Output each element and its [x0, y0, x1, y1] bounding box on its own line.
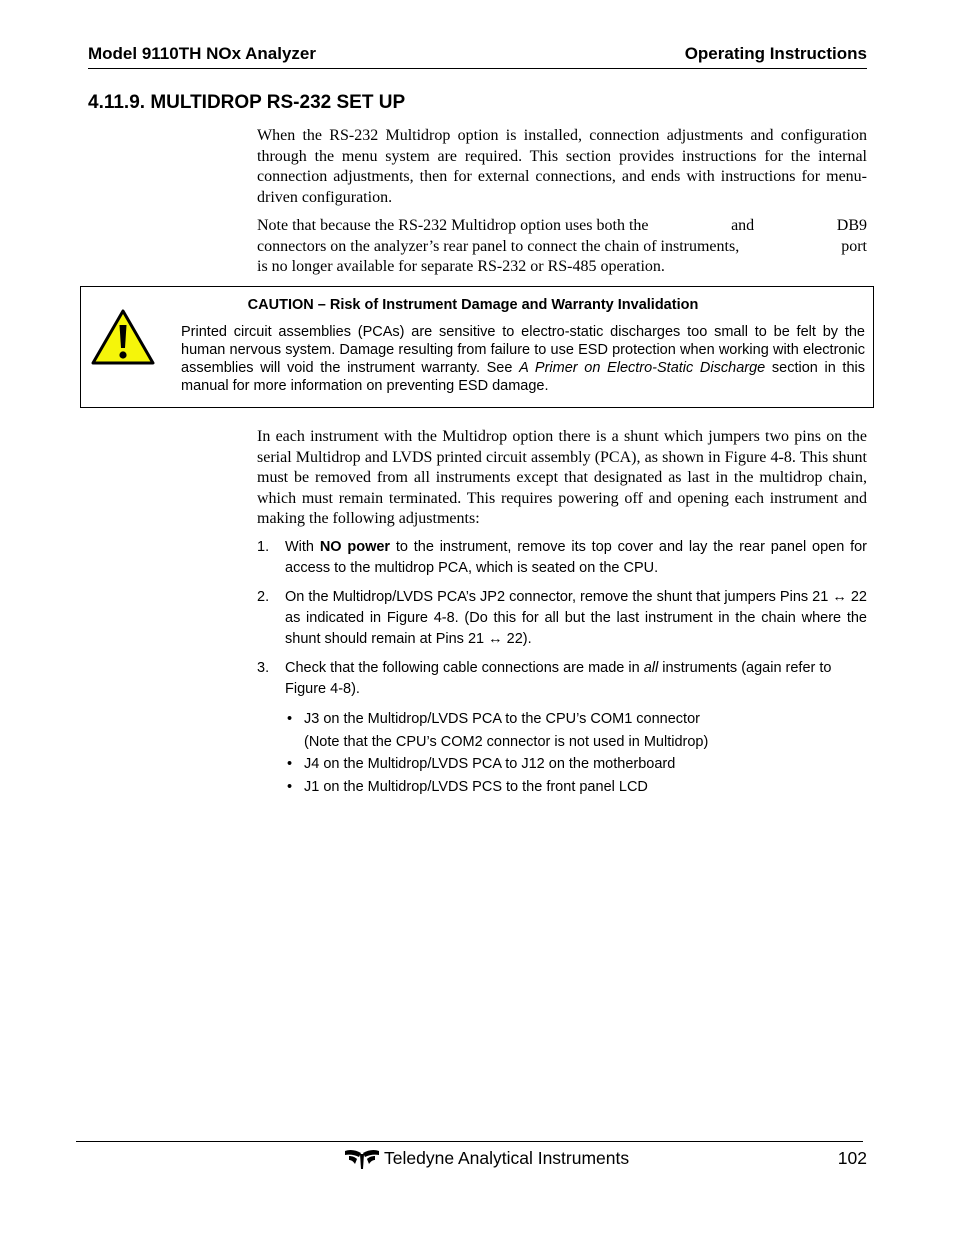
header-model-title: Model 9110TH NOx Analyzer — [88, 44, 317, 63]
list-item — [257, 658, 867, 700]
section-heading: 4.11.9. MULTIDROP RS-232 SET UP — [88, 92, 406, 113]
caution-body-text: Printed circuit assemblies (PCAs) are sensitive to electro-static discharges too small to be felt by the human nervous system. Damage resulting from failure to use ESD protection when working with electronic assemblies will void the instrument warranty. See — [181, 324, 865, 376]
step-text: Check that the following cable connections are made in — [285, 660, 644, 676]
step-text-tail: to the instrument, remove its top cover and lay the rear panel open for access to the multidrop PCA, which is seated on the CPU. — [285, 539, 867, 576]
note-line-2 — [257, 237, 867, 258]
bullet-text: J3 on the Multidrop/LVDS PCA to the CPU’s COM1 connector — [304, 711, 700, 727]
step-text-tail: instruments (again refer to Figure 4-8). — [285, 660, 832, 697]
page-header — [88, 44, 867, 69]
caution-box — [80, 286, 874, 408]
bullet-text: J1 on the Multidrop/LVDS PCS to the front panel LCD — [304, 778, 648, 795]
header-section-title: Operating Instructions — [684, 44, 867, 63]
step-text: On the Multidrop/LVDS PCA’s JP2 connector, remove the shunt that jumpers Pins 21 ↔ 22 as indicated in Figure 4-8. (Do this for all but the last instrument in the chain where the shunt should remain at Pins 21 ↔ 22). — [285, 589, 867, 647]
bullet-marker: • — [287, 756, 293, 772]
step-number: 2. — [257, 589, 270, 605]
note-line-3 — [257, 257, 867, 278]
bullet-marker: • — [287, 778, 293, 795]
teledyne-logo-icon — [344, 1148, 380, 1170]
list-item — [257, 587, 867, 650]
footer-company: Teledyne Analytical Instruments — [384, 1148, 630, 1168]
note-line-2-text: connectors on the analyzer’s rear panel to connect the chain of instruments, — [257, 237, 740, 255]
page-number: 102 — [837, 1148, 867, 1168]
list-item — [287, 753, 867, 776]
esd-primer-reference: A Primer on Electro-Static Discharge — [519, 360, 766, 376]
bullet-marker: • — [287, 711, 293, 727]
list-item — [287, 708, 867, 731]
shunt-paragraph: In each instrument with the Multidrop option there is a shunt which jumpers two pins on the serial Multidrop and LVDS printed circuit assembly (PCA), as shown in Figure 4-8. This shunt must be removed from all instruments except that designated as last in the multidrop chain, which must remain terminated. This requires powering off and opening each instrument and making the following adjustments: — [257, 428, 867, 527]
intro-paragraph: When the RS-232 Multidrop option is installed, connection adjustments and configuration through the menu system are required. This section provides instructions for the internal connection adjustments, then for external connections, and ends with instructions for menu-driven configuration. — [257, 127, 867, 206]
bullet-subnote: (Note that the CPU’s COM2 connector is not used in Multidrop) — [304, 733, 709, 750]
note-paragraph — [257, 216, 867, 278]
note-line-1-text: Note that because the RS-232 Multidrop option uses both the — [257, 217, 649, 234]
step-number: 1. — [257, 539, 270, 555]
bullet-text: J4 on the Multidrop/LVDS PCA to J12 on the motherboard — [304, 756, 676, 772]
list-item — [257, 537, 867, 579]
note-line-1 — [257, 216, 867, 237]
adjustment-steps-list — [257, 537, 867, 708]
caution-body — [181, 323, 865, 395]
caution-title: CAUTION – Risk of Instrument Damage and Warranty Invalidation — [247, 297, 699, 313]
step-emphasis: all — [643, 660, 659, 676]
note-line-1-and: and — [731, 217, 755, 234]
warning-triangle-icon — [90, 308, 156, 366]
note-line-1-db9: DB9 — [836, 217, 867, 234]
step-number: 3. — [257, 660, 270, 676]
footer-divider — [76, 1141, 863, 1142]
step-text: With — [285, 539, 320, 555]
cable-connections-list — [287, 708, 867, 798]
note-line-3-text: is no longer available for separate RS-232 or RS-485 operation. — [257, 258, 665, 275]
step-emphasis: NO power — [319, 539, 391, 555]
caution-body-tail: section in this manual for more information on preventing ESD damage. — [181, 360, 865, 394]
list-item — [287, 776, 867, 799]
note-line-2-port: port — [841, 237, 867, 255]
